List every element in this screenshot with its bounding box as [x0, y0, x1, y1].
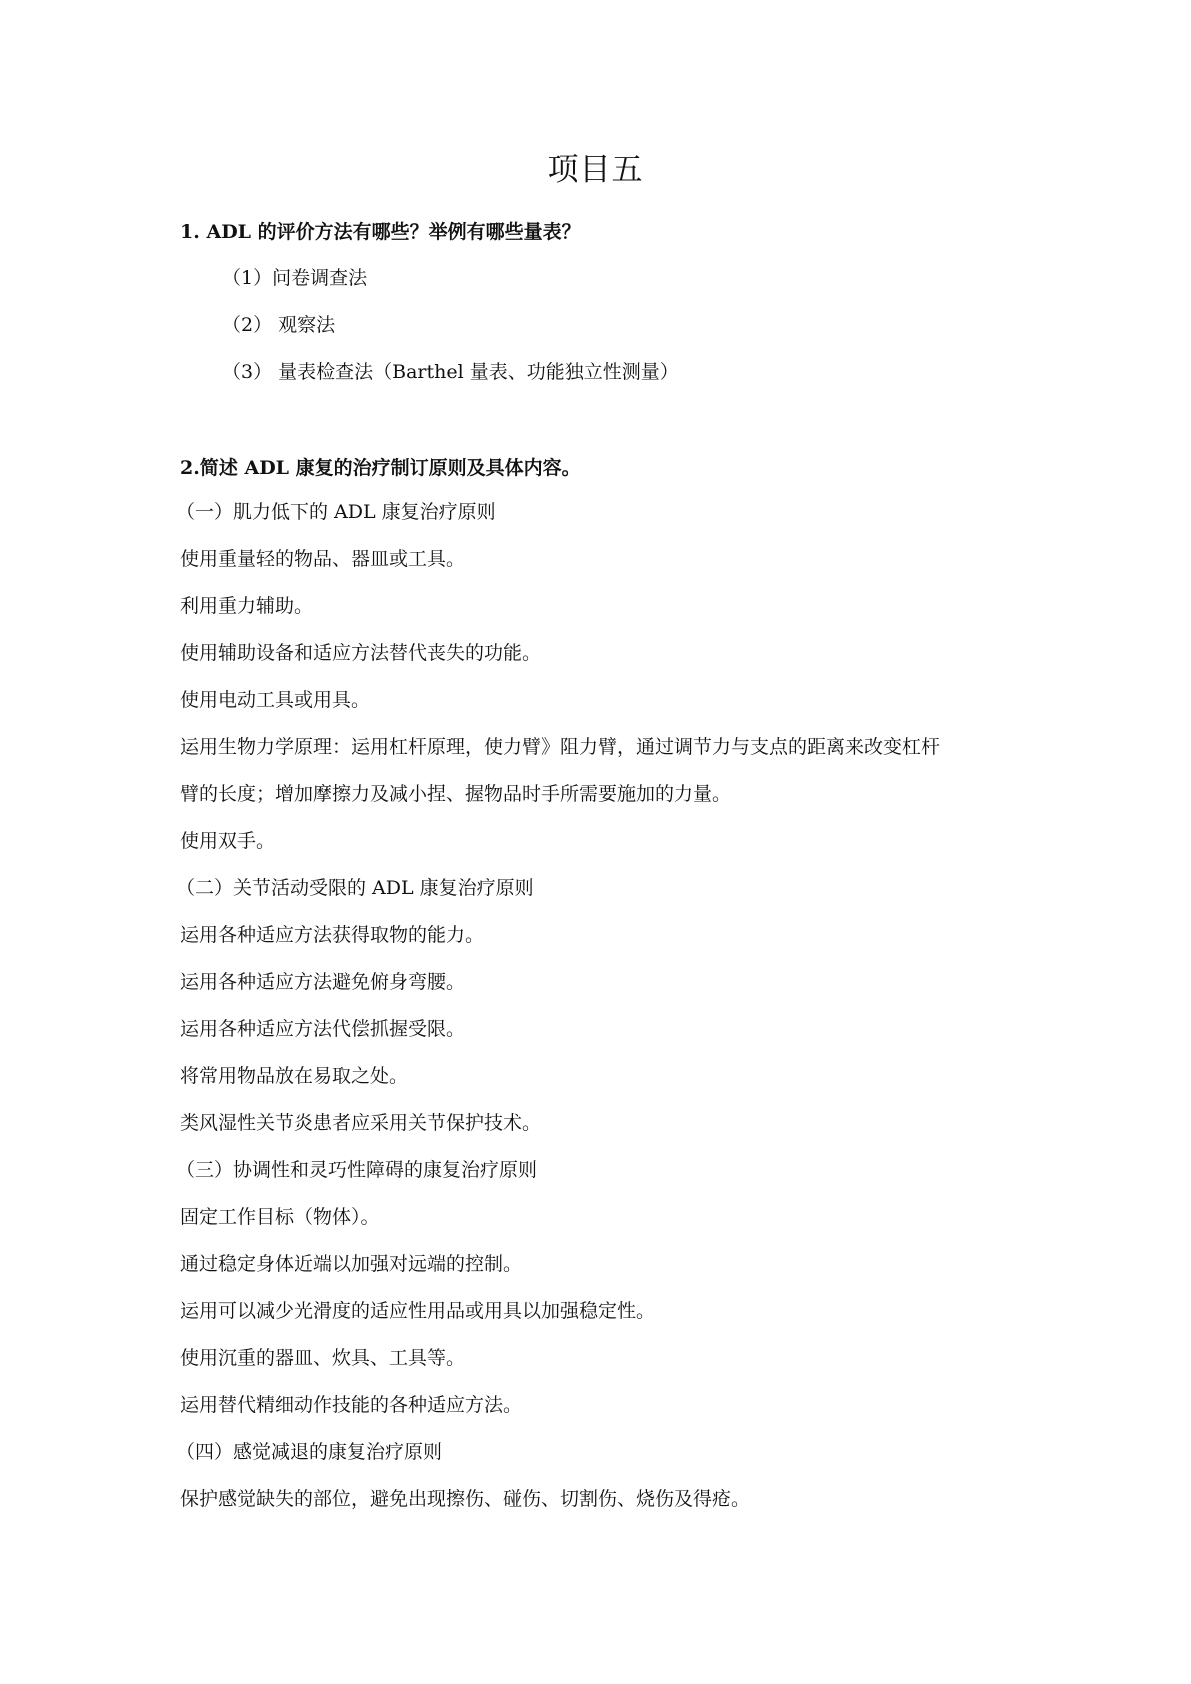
answer-item: （2） 观察法	[222, 314, 336, 336]
paragraph-line: 使用重量轻的物品、器皿或工具。	[180, 548, 466, 570]
question-2-heading: 2.简述 ADL 康复的治疗制订原则及具体内容。	[180, 457, 581, 479]
question-1-heading: 1. ADL 的评价方法有哪些？举例有哪些量表？	[180, 221, 581, 243]
paragraph-line: 类风湿性关节炎患者应采用关节保护技术。	[180, 1112, 542, 1134]
paragraph-line: 使用沉重的器皿、炊具、工具等。	[180, 1347, 466, 1369]
paragraph-line: 固定工作目标（物体）。	[180, 1206, 380, 1228]
page-title: 项目五	[547, 152, 644, 188]
paragraph-line: 运用各种适应方法代偿抓握受限。	[180, 1018, 466, 1040]
subsection-heading: （四）感觉减退的康复治疗原则	[176, 1441, 443, 1463]
question-1-answer-list	[222, 265, 679, 406]
paragraph-line: 利用重力辅助。	[180, 595, 314, 617]
paragraph-line: 使用电动工具或用具。	[180, 689, 371, 711]
subsection-heading: （一）肌力低下的 ADL 康复治疗原则	[176, 501, 496, 523]
paragraph-line: 运用生物力学原理：运用杠杆原理，使力臂》阻力臂，通过调节力与支点的距离来改变杠杆	[180, 736, 941, 758]
paragraph-line: 运用替代精细动作技能的各种适应方法。	[180, 1394, 523, 1416]
subsection-heading: （三）协调性和灵巧性障碍的康复治疗原则	[176, 1159, 538, 1181]
paragraph-line: 使用辅助设备和适应方法替代丧失的功能。	[180, 642, 542, 664]
paragraph-line: 使用双手。	[180, 830, 276, 852]
paragraph-line: 通过稳定身体近端以加强对远端的控制。	[180, 1253, 523, 1275]
paragraph-line: 运用各种适应方法获得取物的能力。	[180, 924, 485, 946]
subsection-heading: （二）关节活动受限的 ADL 康复治疗原则	[176, 877, 534, 899]
question-2-answer-body	[176, 499, 1020, 1533]
answer-item: （1）问卷调查法	[222, 267, 368, 289]
paragraph-line: 臂的长度；增加摩擦力及减小捏、握物品时手所需要施加的力量。	[180, 783, 732, 805]
paragraph-line: 运用可以减少光滑度的适应性用品或用具以加强稳定性。	[180, 1300, 656, 1322]
paragraph-line: 运用各种适应方法避免俯身弯腰。	[180, 971, 466, 993]
paragraph-line: 将常用物品放在易取之处。	[180, 1065, 409, 1087]
paragraph-line: 保护感觉缺失的部位，避免出现擦伤、碰伤、切割伤、烧伤及得疮。	[180, 1488, 751, 1510]
answer-item: （3） 量表检查法（Barthel 量表、功能独立性测量）	[222, 361, 679, 383]
